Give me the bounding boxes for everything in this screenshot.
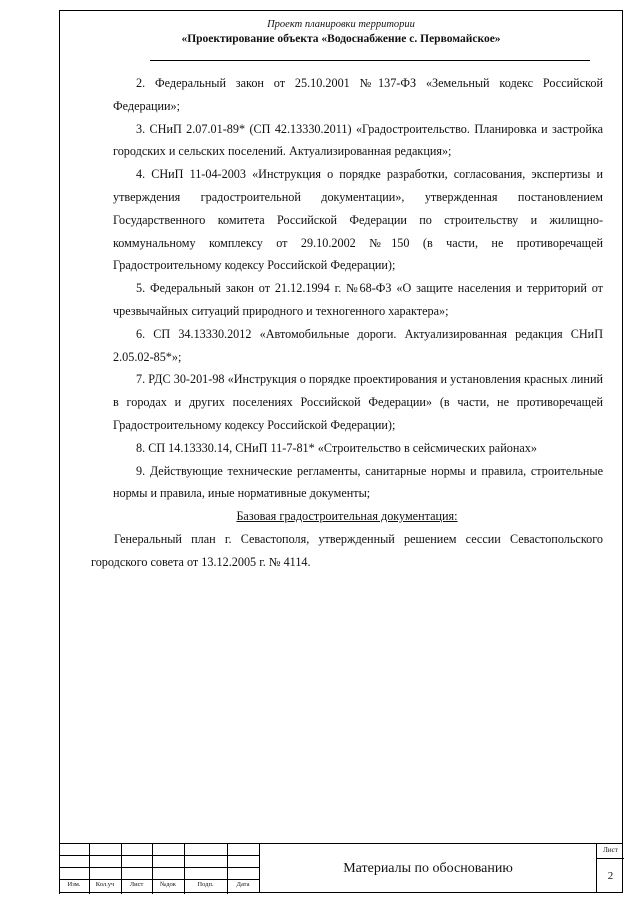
list-item: 2. Федеральный закон от 25.10.2001 №137-ФЗ «Земельный кодекс Российской Федерации»; (113, 76, 603, 113)
col-header: Кол.уч (95, 881, 115, 888)
col-header: №док (160, 881, 176, 888)
header-subtitle: Проект планировки территории (267, 19, 415, 30)
sheet-cell (596, 843, 623, 893)
header-title: «Проектирование объекта «Водоснабжение с. Первомайское» (181, 33, 501, 45)
list-item: 9. Действующие технические регламенты, санитарные нормы и правила, строительные нормы и правила, иные нормативные документы; (113, 463, 603, 501)
list-item: 8. СП 14.13330.14, СНиП 11-7-81* «Строительство в сейсмических районах» (136, 440, 537, 455)
list-item: 3. СНиП 2.07.01-89* (СП 42.13330.2011) «Градостроительство. Планировка и застройка городских и сельских поселений. Актуализированная редакция»; (113, 121, 603, 159)
col-header: Изм. (67, 881, 81, 888)
document-title: Материалы по обоснованию (343, 860, 513, 876)
list-item: 7. РДС 30-201-98 «Инструкция о порядке проектирования и установления красных линий в городах и других поселениях Российской Федерации» (в части, не противоречащей Градостроительному кодексу Российской Федерации); (113, 372, 603, 432)
sheet-number: 2 (607, 870, 614, 882)
list-item: 6. СП 34.13330.2012 «Автомобильные дороги. Актуализированная редакция СНиП 2.05.02-85*»; (113, 326, 603, 364)
title-block (59, 843, 623, 893)
col-header: Подп. (197, 881, 214, 888)
sheet-label: Лист (603, 846, 618, 854)
list-item: 5. Федеральный закон от 21.12.1994 г. №68-ФЗ «О защите населения и территорий от чрезвычайных ситуаций природного и техногенного характера»; (113, 281, 603, 318)
list-item: 4. СНиП 11-04-2003 «Инструкция о порядке разработки, согласования, экспертизы и утверждения градостроительной документации», утвержденная постановлением Государственного комитета Российской Федерации по строительству и жилищно-коммунальному комплексу от 29.10.2002 №150 (в части, не противоречащей Градостроительному кодексу Российской Федерации); (113, 167, 603, 273)
col-header: Дата (236, 881, 250, 888)
document-title-cell (259, 843, 596, 893)
document-body (91, 72, 603, 574)
sheet-divider (597, 858, 624, 859)
col-header: Лист (129, 881, 144, 888)
base-docs-title: Базовая градостроительная документация: (236, 509, 458, 524)
header-divider (150, 60, 590, 61)
base-docs-text: Генеральный план г. Севастополя, утвержденный решением сессии Севастопольского городского совета от 13.12.2005 г. № 4114. (91, 531, 603, 569)
revision-grid (59, 843, 259, 894)
